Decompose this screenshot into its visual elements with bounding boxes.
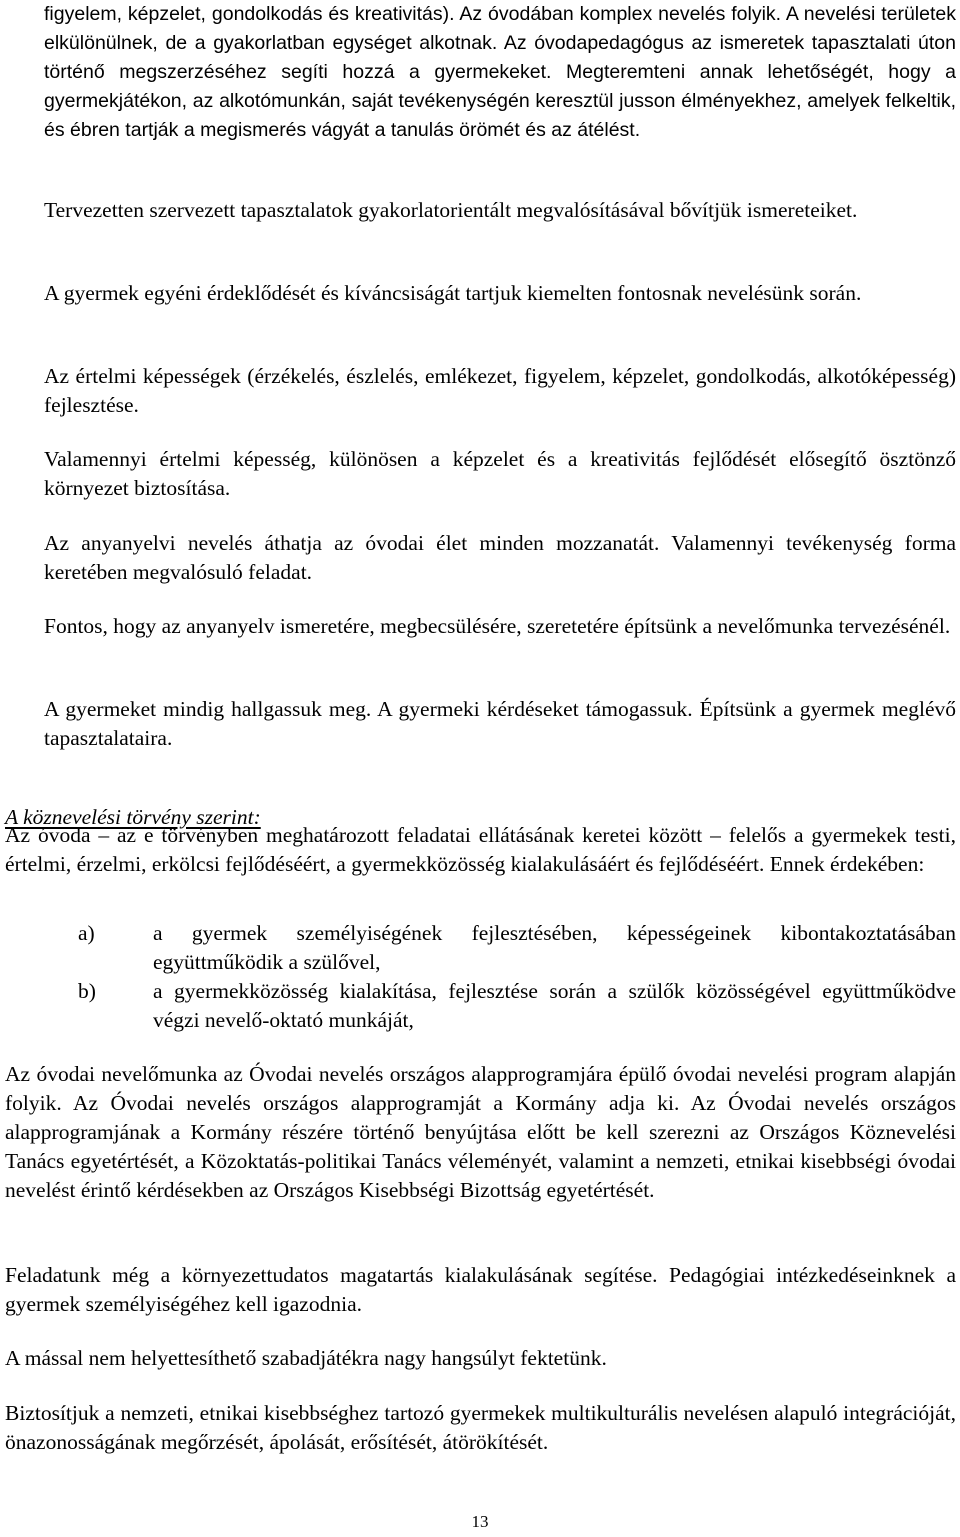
- list-item-text: a gyermekközösség kialakítása, fejlesztése során a szülők közösségével együttműködve végzi nevelő-oktató munkáját,: [153, 979, 956, 1032]
- list-item: [5, 977, 956, 1035]
- law-task-list: [5, 919, 956, 1035]
- closing-paragraph-3: A mással nem helyettesíthető szabadjátékra nagy hangsúlyt fektetünk.: [5, 1346, 607, 1370]
- goal-paragraph-7: A gyermeket mindig hallgassuk meg. A gyermeki kérdéseket támogassuk. Építsünk a gyermek meglévő tapasztalataira.: [44, 697, 956, 750]
- list-item-label: b): [78, 979, 96, 1003]
- goal-paragraph-1: Tervezetten szervezett tapasztalatok gyakorlatorientált megvalósításával bővítjük ismereteiket.: [44, 198, 858, 222]
- law-intro-paragraph: Az óvoda – az e törvényben meghatározott feladatai ellátásának keretei között – felelős a gyermekek testi, értelmi, érzelmi, erkölcsi fejlődéséért, a gyermekközösség kialakulásáért és fejlődéséért. Ennek érdekében:: [5, 823, 956, 876]
- intro-paragraph: figyelem, képzelet, gondolkodás és kreativitás). Az óvodában komplex nevelés folyik. A nevelési területek elkülönülnek, de a gyakorlatban egységet alkotnak. Az óvodapedagógus az ismeretek tapasztalati úton történő megszerzéséhez segíti hozzá a gyermekeket. Megteremteni annak lehetőségét, hogy a gyermekjátékon, az alkotómunkán, saját tevékenységén keresztül jusson élményekhez, amelyek felkeltik, és ébren tartják a megismerés vágyát a tanulás örömét és az átélést.: [44, 3, 956, 141]
- page-number: 13: [471, 1512, 489, 1531]
- goal-paragraph-4: Valamennyi értelmi képesség, különösen a képzelet és a kreativitás fejlődését elősegítő ösztönző környezet biztosítása.: [44, 447, 956, 500]
- closing-paragraph-4: Biztosítjuk a nemzeti, etnikai kisebbséghez tartozó gyermekek multikulturális nevelésen alapuló integrációját, önazonosságának megőrzését, ápolását, erősítését, átörökítését.: [5, 1401, 956, 1454]
- goal-paragraph-3: Az értelmi képességek (érzékelés, észlelés, emlékezet, figyelem, képzelet, gondolkodás, alkotóképesség) fejlesztése.: [44, 364, 956, 417]
- list-item: [5, 919, 956, 977]
- goal-paragraph-6: Fontos, hogy az anyanyelv ismeretére, megbecsülésére, szeretetére építsünk a nevelőmunka tervezésénél.: [44, 614, 951, 638]
- closing-paragraph-1: Az óvodai nevelőmunka az Óvodai nevelés országos alapprogramjára épülő óvodai nevelési program alapján folyik. Az Óvodai nevelés országos alapprogramját a Kormány adja ki. Az Óvodai nevelés országos alapprogramjának a Kormány részére történő benyújtása előtt be kell szerezni az Országos Köznevelési Tanács egyetértését, a Közoktatás-politikai Tanács véleményét, valamint a nemzeti, etnikai kisebbségi óvodai nevelést érintő kérdésekben az Országos Kisebbségi Bizottság egyetértését.: [5, 1062, 956, 1202]
- closing-paragraph-2: Feladatunk még a környezettudatos magatartás kialakulásának segítése. Pedagógiai intézkedéseinknek a gyermek személyiségéhez kell igazodnia.: [5, 1263, 956, 1316]
- list-item-label: a): [78, 921, 95, 945]
- goal-paragraph-5: Az anyanyelvi nevelés áthatja az óvodai élet minden mozzanatát. Valamennyi tevékenység forma keretében megvalósuló feladat.: [44, 531, 956, 584]
- list-item-text: a gyermek személyiségének fejlesztésében, képességeinek kibontakoztatásában együttműködik a szülővel,: [153, 921, 956, 974]
- law-heading: A köznevelési törvény szerint:: [5, 804, 261, 829]
- goal-paragraph-2: A gyermek egyéni érdeklődését és kíváncsiságát tartjuk kiemelten fontosnak nevelésünk során.: [44, 281, 862, 305]
